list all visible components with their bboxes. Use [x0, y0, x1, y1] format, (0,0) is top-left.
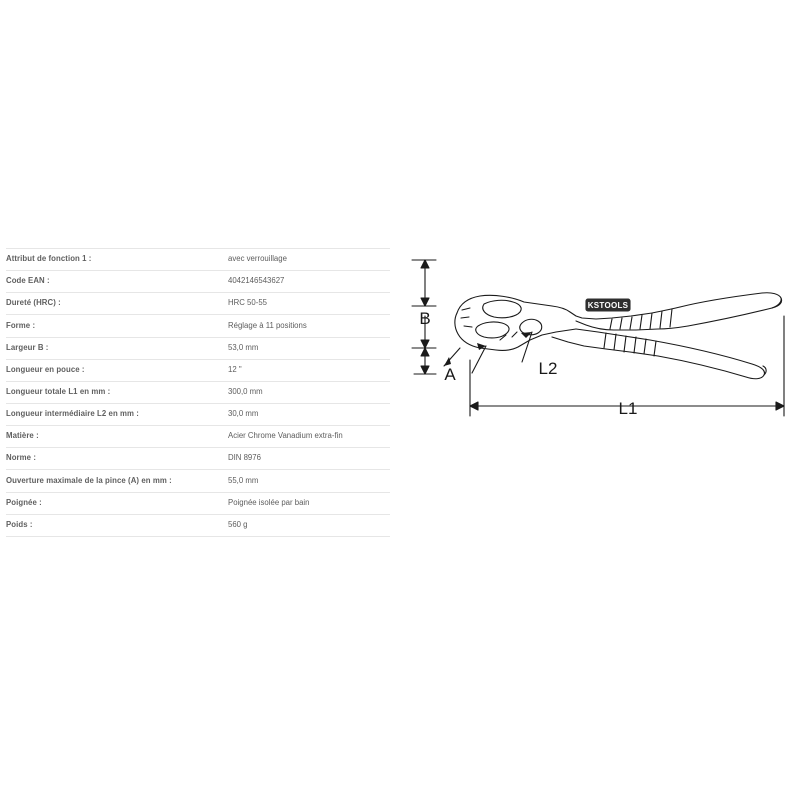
product-technical-drawing: [400, 240, 796, 430]
spec-label: Attribut de fonction 1 :: [6, 254, 92, 264]
dimension-b-label: B: [419, 309, 431, 328]
spec-value: 300,0 mm: [228, 386, 263, 396]
spec-value: HRC 50-55: [228, 298, 267, 308]
table-row: [6, 337, 390, 359]
spec-value: 12 ": [228, 364, 242, 374]
spec-label: Norme :: [6, 453, 37, 463]
spec-value: 55,0 mm: [228, 475, 259, 485]
spec-label: Longueur totale L1 en mm :: [6, 386, 111, 396]
table-row: [6, 492, 390, 514]
table-row: [6, 271, 390, 293]
spec-value: 30,0 mm: [228, 409, 259, 419]
spec-label: Poids :: [6, 519, 33, 529]
spec-label: Poignée :: [6, 497, 42, 507]
table-row: [6, 403, 390, 425]
table-row: [6, 359, 390, 381]
dimension-l2-label: L2: [538, 359, 558, 378]
spec-label: Longueur intermédiaire L2 en mm :: [6, 409, 139, 419]
brand-label: KSTOOLS: [587, 301, 629, 310]
dimension-b: [412, 260, 436, 348]
spec-label: Dureté (HRC) :: [6, 298, 61, 308]
specifications-table-body: [6, 249, 390, 537]
specifications-table: [6, 248, 390, 537]
table-row: [6, 448, 390, 470]
table-row: [6, 381, 390, 403]
table-row: [6, 293, 390, 315]
spec-value: Réglage à 11 positions: [228, 320, 307, 330]
table-row: [6, 249, 390, 271]
spec-label: Matière :: [6, 431, 39, 441]
spec-label: Longueur en pouce :: [6, 364, 85, 374]
spec-value: Poignée isolée par bain: [228, 497, 310, 507]
dimension-a: [414, 348, 436, 374]
table-row: [6, 470, 390, 492]
spec-label: Ouverture maximale de la pince (A) en mm :: [6, 475, 172, 485]
spec-label: Forme :: [6, 320, 36, 330]
dimension-l1-label: L1: [618, 399, 638, 418]
spec-value: DIN 8976: [228, 453, 261, 463]
spec-value: 4042146543627: [228, 276, 285, 286]
table-row: [6, 514, 390, 536]
spec-value: Acier Chrome Vanadium extra-fin: [228, 431, 343, 441]
spec-label: Code EAN :: [6, 276, 50, 286]
table-row: [6, 315, 390, 337]
spec-label: Largeur B :: [6, 342, 49, 352]
dimension-a-label: A: [444, 365, 456, 384]
table-row: [6, 426, 390, 448]
spec-value: 53,0 mm: [228, 342, 259, 352]
spec-value: 560 g: [228, 519, 248, 529]
spec-value: avec verrouillage: [228, 254, 287, 264]
